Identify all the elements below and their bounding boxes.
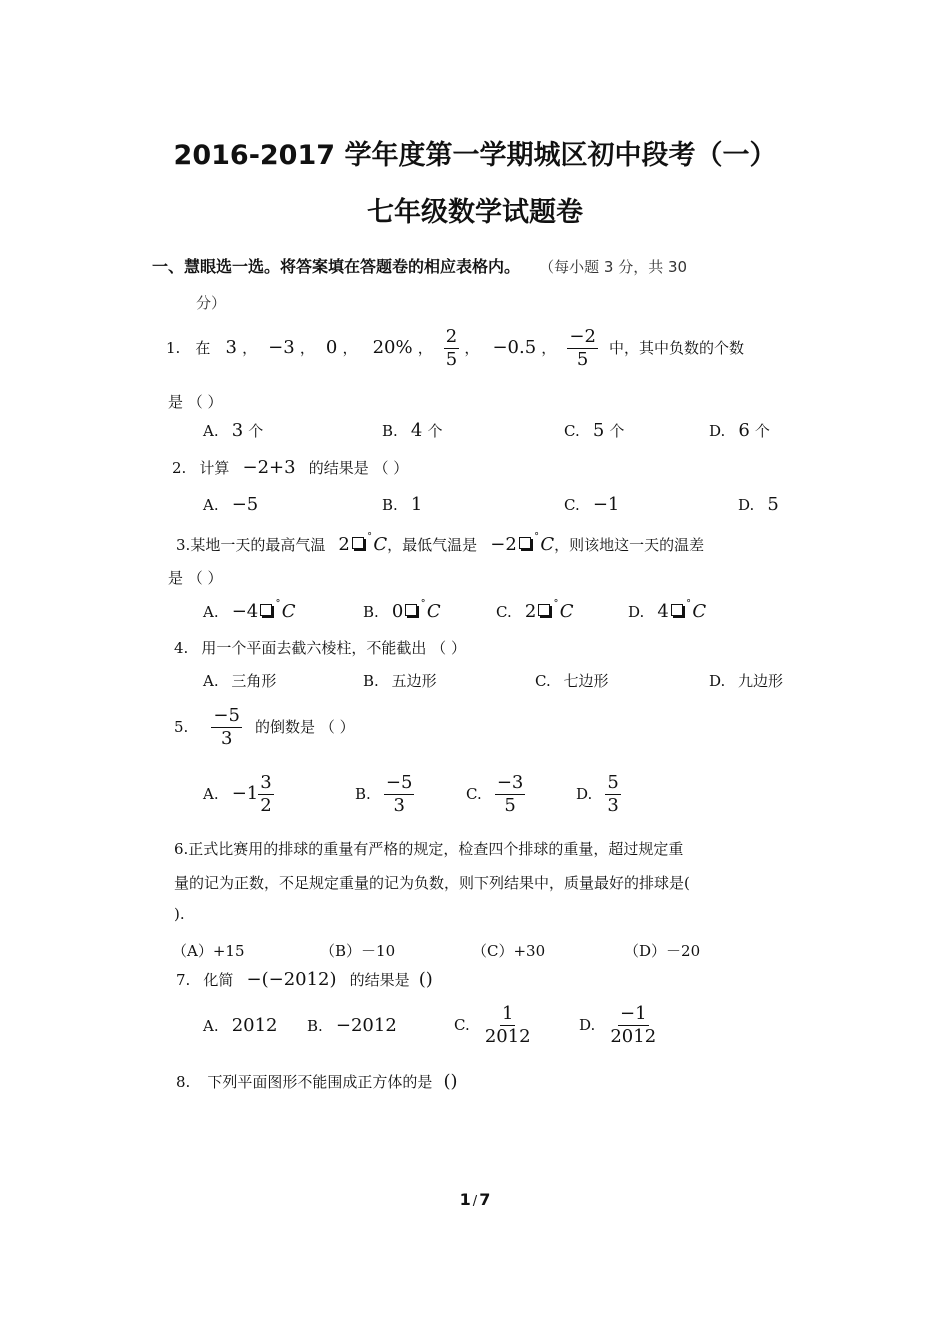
comma: ， bbox=[299, 339, 315, 357]
page-number: 1 / 7 bbox=[459, 1190, 491, 1209]
option-b: B. 1 bbox=[382, 494, 423, 515]
question-5 bbox=[174, 705, 355, 750]
section-score-note: （每小题 3 分，共 30 bbox=[539, 258, 688, 276]
comma: ， bbox=[417, 339, 433, 357]
option-a: A. −4 ˚C bbox=[203, 599, 296, 622]
question-number: 1. bbox=[166, 339, 181, 357]
question-text: 的倒数是 （ ） bbox=[255, 718, 355, 736]
question-text: 下列平面图形不能围成正方体的是 bbox=[207, 1073, 433, 1091]
question-text: ，最低气温是 bbox=[387, 536, 478, 554]
option-a: A. −5 bbox=[203, 494, 259, 515]
question-8 bbox=[176, 1071, 458, 1092]
option-d: D. 5 bbox=[738, 494, 779, 515]
temperature-low: −2 ˚C bbox=[490, 532, 555, 555]
number-value: 0 bbox=[325, 337, 338, 358]
comma: ， bbox=[342, 339, 358, 357]
question-1 bbox=[166, 326, 744, 371]
question-text: 的结果是 bbox=[349, 971, 410, 989]
option-a: A. 3 个 bbox=[203, 420, 264, 441]
comma: ， bbox=[541, 339, 557, 357]
question-6-line-3: ). bbox=[174, 905, 185, 923]
option-d: D. 6 个 bbox=[709, 420, 770, 441]
option-b: B. 五边形 bbox=[363, 672, 437, 690]
question-number: 3. bbox=[176, 536, 191, 554]
option-c: C. 5 个 bbox=[564, 420, 625, 441]
number-value: 3 bbox=[225, 337, 237, 358]
section-score-note-cont: 分） bbox=[196, 294, 227, 312]
number-value: −3 bbox=[268, 337, 295, 358]
option-a: A. 2012 bbox=[203, 1015, 278, 1036]
question-text: 某地一天的最高气温 bbox=[190, 536, 326, 554]
question-number: 4. bbox=[174, 639, 189, 657]
number-value: −0.5 bbox=[492, 337, 537, 358]
question-text: 在 bbox=[195, 339, 211, 357]
fraction: $\frac{2}{5}$ bbox=[445, 326, 458, 370]
option-b: B. 4 个 bbox=[382, 420, 443, 441]
option-b: B. 0 ˚C bbox=[363, 599, 441, 622]
fraction: $\frac{-2}{5}$ bbox=[569, 326, 596, 370]
question-text: 化简 bbox=[203, 971, 234, 989]
answer-parentheses: () bbox=[418, 969, 433, 990]
question-6-line-2: 量的记为正数，不足规定重量的记为负数，则下列结果中，质量最好的排球是( bbox=[174, 874, 690, 892]
section-heading bbox=[152, 254, 687, 277]
option-b: B. $\frac{-5}{3}$ bbox=[355, 772, 413, 816]
option-d: D. $\frac{-1}{2012}$ bbox=[579, 1003, 657, 1047]
number-value: 20% bbox=[372, 337, 413, 358]
option-d: （D）－20 bbox=[624, 942, 701, 960]
option-b: B. −2012 bbox=[307, 1015, 397, 1036]
question-7 bbox=[176, 969, 433, 990]
section-heading-text: 一、慧眼选一选。将答案填在答题卷的相应表格内。 bbox=[152, 257, 521, 276]
option-b: （B）－10 bbox=[320, 942, 396, 960]
option-c: C. −1 bbox=[564, 494, 620, 515]
option-c: C. 七边形 bbox=[535, 672, 609, 690]
fraction: $\frac{-5}{3}$ bbox=[213, 705, 240, 749]
exam-title: 2016-2017 学年度第一学期城区初中段考（一） bbox=[173, 140, 777, 171]
comma: ， bbox=[242, 339, 258, 357]
option-d: D. 4 ˚C bbox=[628, 599, 707, 622]
option-d: D. 九边形 bbox=[709, 672, 784, 690]
question-text: 用一个平面去截六棱柱，不能截出 （ ） bbox=[201, 639, 466, 657]
question-number: 2. bbox=[172, 459, 187, 477]
option-c: C. $\frac{1}{2012}$ bbox=[454, 1003, 531, 1047]
question-4 bbox=[174, 637, 466, 658]
question-text-cont: 是 （ ） bbox=[168, 569, 223, 587]
option-c: （C）+30 bbox=[472, 942, 546, 960]
question-text: 中，其中负数的个数 bbox=[609, 339, 745, 357]
question-number: 7. bbox=[176, 971, 191, 989]
question-number: 5. bbox=[174, 718, 189, 736]
question-text: 计算 bbox=[199, 459, 230, 477]
option-a: A. 三角形 bbox=[203, 672, 277, 690]
answer-parentheses: () bbox=[443, 1071, 458, 1092]
question-number: 8. bbox=[176, 1073, 191, 1091]
expression: −2+3 bbox=[242, 457, 296, 478]
option-a: A. −1 $\frac{3}{2}$ bbox=[203, 772, 272, 816]
exam-subtitle: 七年级数学试题卷 bbox=[367, 197, 583, 228]
question-2 bbox=[172, 457, 408, 478]
expression: −(−2012) bbox=[246, 969, 337, 990]
question-3 bbox=[176, 532, 704, 555]
question-text: ，则该地这一天的温差 bbox=[554, 536, 705, 554]
option-d: D. $\frac{5}{3}$ bbox=[576, 772, 619, 816]
question-6-line-1: 6.正式比赛用的排球的重量有严格的规定，检查四个排球的重量，超过规定重 bbox=[174, 840, 684, 858]
question-text: 的结果是 （ ） bbox=[308, 459, 409, 477]
question-text-cont: 是 （ ） bbox=[168, 393, 223, 411]
option-a: （A）+15 bbox=[172, 942, 245, 960]
option-c: C. $\frac{-3}{5}$ bbox=[466, 772, 524, 816]
comma: ， bbox=[464, 339, 480, 357]
option-c: C. 2 ˚C bbox=[496, 599, 574, 622]
temperature-high: 2 ˚C bbox=[338, 532, 388, 555]
